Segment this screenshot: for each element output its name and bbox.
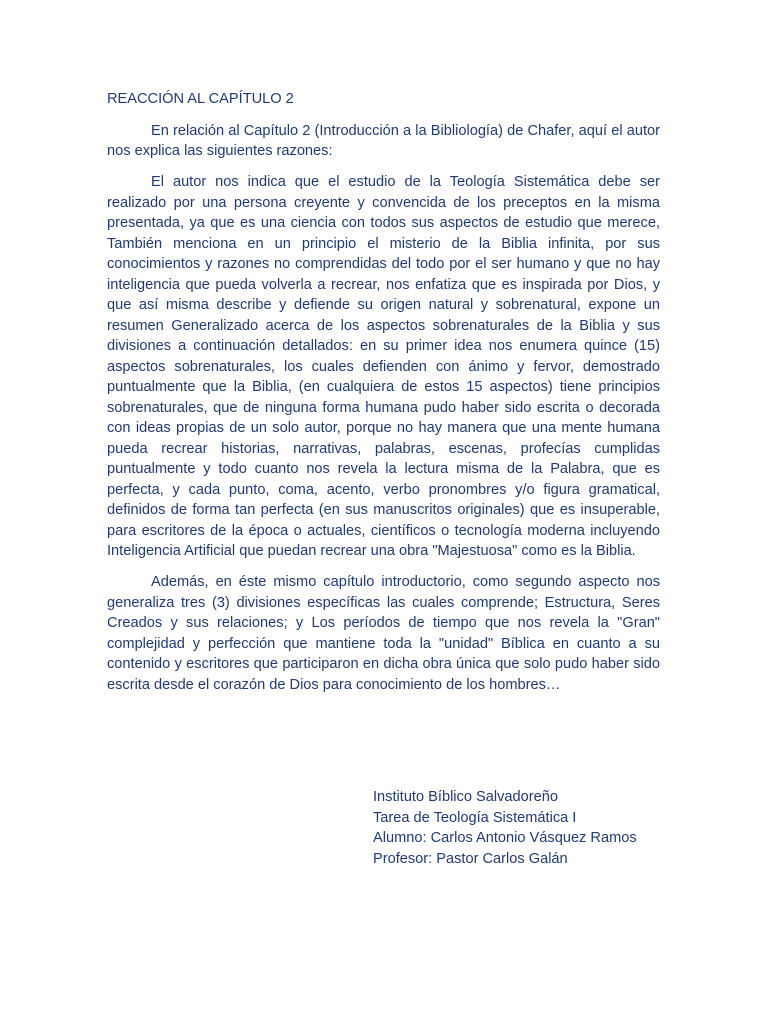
signature-professor: Profesor: Pastor Carlos Galán bbox=[373, 850, 568, 867]
signature-assignment: Tarea de Teología Sistemática I bbox=[373, 809, 577, 826]
signature-student: Alumno: Carlos Antonio Vásquez Ramos bbox=[373, 830, 637, 846]
document-title: REACCIÓN AL CAPÍTULO 2 bbox=[107, 91, 294, 107]
paragraph-main: El autor nos indica que el estudio de la Teología Sistemática debe ser realizado por una persona creyente y convencida de los preceptos en la misma presentada, ya que es una ciencia con todos sus aspectos de estudio que merece, También menciona en un principio el misterio de la Biblia infinita, por sus conocimientos y razones no comprendidas del todo por el ser humano y que no hay inteligencia que pueda volverla a recrear, nos enfatiza que es inspirada por Dios, y que así misma describe y defiende su origen natural y sobrenatural, expone un resumen Generalizado acerca de los aspectos sobrenaturales de la Biblia y sus divisiones a continuación detallados: en su primer idea nos enumera quince (15) aspectos sobrenaturales, los cuales defienden con ánimo y fervor, demostrado puntualmente que la Biblia, (en cualquiera de estos 15 aspectos) tiene principios sobrenaturales, que de ninguna forma humana pudo haber sido escrita o decorada con ideas propias de un solo autor, porque no hay manera que una mente humana pueda recrear historias, narrativas, palabras, escenas, profecías cumplidas puntualmente y todo cuanto nos revela la lectura misma de la Palabra, que es perfecta, y cada punto, coma, acento, verbo pronombres y/o figura gramatical, definidos de forma tan perfecta (en sus manuscritos originales) que es insuperable, para escritores de la época o actuales, científicos o tecnología moderna incluyendo Inteligencia Artificial que puedan recrear una obra "Majestuosa" como es la Biblia. bbox=[107, 174, 660, 559]
document-body bbox=[107, 89, 660, 706]
signature-block bbox=[373, 787, 637, 869]
paragraph-conclusion: Además, en éste mismo capítulo introductorio, como segundo aspecto nos generaliza tres (3) divisiones específicas las cuales comprende; Estructura, Seres Creados y sus relaciones; y Los períodos de tiempo que nos revela la "Gran" complejidad y perfección que mantiene toda la "unidad" Bíblica en cuanto a su contenido y escritores que participaron en dicha obra única que solo pudo haber sido escrita desde el corazón de Dios para conocimiento de los hombres… bbox=[107, 574, 660, 693]
signature-institution: Instituto Bíblico Salvadoreño bbox=[373, 789, 558, 805]
paragraph-intro: En relación al Capítulo 2 (Introducción a la Bibliología) de Chafer, aquí el autor nos explica las siguientes razones: bbox=[107, 122, 660, 159]
